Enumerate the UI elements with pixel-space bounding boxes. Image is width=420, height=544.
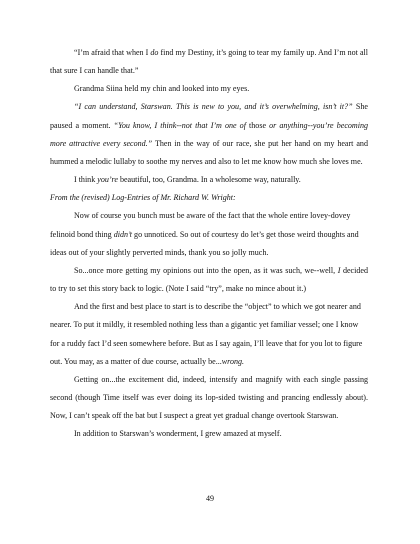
text-run: didn’t — [113, 229, 133, 239]
paragraph — [50, 425, 368, 443]
section-heading — [50, 189, 368, 207]
text-run: Then in the way of our race, she put her hand on my heart and hummed a melodic lullaby to soothe my nerves and also to let me know how much she loves me. — [50, 138, 368, 166]
text-run: “You know, I think--not that I’m one of — [113, 120, 250, 130]
paragraph — [50, 171, 368, 189]
text-run: do — [150, 48, 159, 57]
paragraph — [50, 298, 368, 371]
text-run: “I can understand, Starswan. This is new to you, and it’s overwhelming, isn’t it?” — [74, 102, 353, 112]
paragraph — [50, 98, 368, 171]
text-run: In addition to Starswan’s wonderment, I grew amazed at myself. — [74, 429, 282, 439]
text-run: wrong. — [221, 356, 245, 366]
text-run: So...once more getting my opinions out into the open, as it was such, we--well, — [74, 265, 338, 275]
paragraph — [50, 262, 368, 298]
text-run: find my Destiny, it’s going to tear my family up. And I’m not all that sure I can handle that.” — [50, 48, 368, 76]
text-run: you’re — [97, 175, 118, 185]
text-run: Now of course you bunch must be aware of the fact that the whole entire lovey-dovey felinoid bond thing — [50, 211, 351, 239]
paragraph — [50, 44, 368, 80]
text-run: beautiful, too, Grandma. In a wholesome way, naturally. — [117, 175, 301, 185]
body-text — [50, 44, 368, 443]
text-run: I think — [74, 175, 98, 185]
text-run: or anything--you’re becoming more attractive every second.” — [50, 120, 369, 148]
text-run: From the (revised) Log-Entries of Mr. Richard W. Wright: — [50, 193, 236, 203]
paragraph — [50, 207, 368, 261]
text-run: decided to try to set this story back to logic. (Note I said “try”, make no mince about it.) — [50, 265, 368, 294]
text-run: Grandma Siina held my chin and looked into my eyes. — [74, 84, 250, 94]
text-run: go unnoticed. So out of courtesy do let’s get those weird thoughts and ideas out of your slightly perverted minds, thank you so jolly much. — [50, 229, 359, 257]
text-run: And the first and best place to start is to describe the “object” to which we got nearer and nearer. To put it mildly, it resembled nothing less than a gigantic yet familiar vessel; one I know for a ruddy fact I’d seen somewhere before. But as I say again, I’ll leave that for you lot to figure out. You may, as a matter of due course, actually be... — [50, 302, 363, 366]
text-run: She paused a moment. — [50, 102, 368, 130]
text-run: I — [337, 265, 341, 275]
paragraph — [50, 371, 368, 425]
page-number: 49 — [206, 494, 214, 503]
text-run: “I’m afraid that when I — [74, 48, 151, 57]
text-run: Getting on...the excitement did, indeed, intensify and magnify with each single passing second (though Time itself was ever doing its lop-sided twisting and prancing endlessly about). Now, I can’t speak off the bat but I suspect a great yet gradual change overtook Starswan. — [50, 374, 368, 421]
text-run: those — [249, 120, 267, 130]
paragraph — [50, 80, 368, 98]
